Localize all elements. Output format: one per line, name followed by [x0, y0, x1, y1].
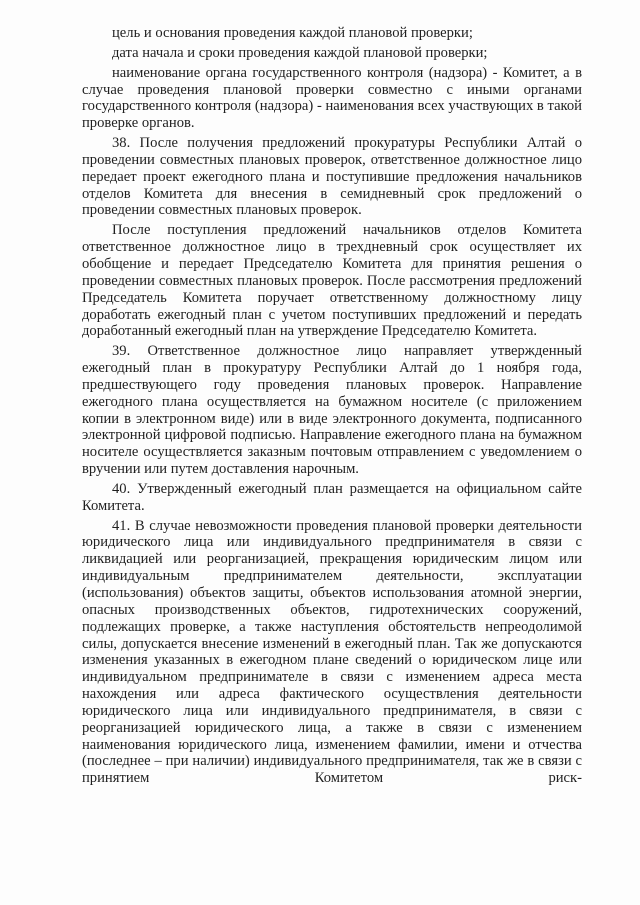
paragraph-41: 41. В случае невозможности проведения плановой проверки деятельности юридического лица или индивидуального предпринимателя в связи с ликвидацией или реорганизацией, прекращения юридическим лицом или индивидуальным предпринимателем деятельности, эксплуатации (использования) объектов защиты, объектов использования атомной энергии, опасных производственных объектов, гидротехнических сооружений, подлежащих проверке, а также наступления обстоятельств непреодолимой силы, допускается внесение изменений в ежегодный план. Так же допускаются изменения указанных в ежегодном плане сведений о юридическом лице или индивидуальном предпринимателе в связи с изменением адреса места нахождения или адреса фактического осуществления деятельности юридического лица или индивидуального предпринимателя, в связи с реорганизацией юридического лица, а также в связи с изменением наименования юридического лица, изменением фамилии, имени и отчества (последнее – при наличии) индивидуального предпринимателя, так же в связи с принятием Комитетом риск- [82, 517, 582, 787]
paragraph-goal: цель и основания проведения каждой плановой проверки; [112, 25, 473, 41]
paragraph-38-continued: После поступления предложений начальников отделов Комитета ответственное должностное лицо в трехдневный срок осуществляет их обобщение и передает Председателю Комитета для принятия решения о проведении совместных плановых проверок. После рассмотрения предложений Председатель Комитета поручает ответственному должностному лицу доработать ежегодный план с учетом поступивших предложений и передать доработанный ежегодный план на утверждение Председателю Комитета. [82, 222, 582, 340]
paragraph-39: 39. Ответственное должностное лицо направляет утвержденный ежегодный план в прокуратуру Республики Алтай до 1 ноября года, предшествующего году проведения плановых проверок. Направление ежегодного плана осуществляется на бумажном носителе (с приложением копии в электронном виде) или в виде электронного документа, подписанного электронной цифровой подписью. Направление ежегодного плана на бумажном носителе осуществляется заказным почтовым отправлением с уведомлением о вручении или путем доставления нарочным. [82, 343, 582, 478]
document-body [82, 25, 582, 790]
paragraph-40: 40. Утвержденный ежегодный план размещается на официальном сайте Комитета. [82, 480, 582, 514]
paragraph-38: 38. После получения предложений прокуратуры Республики Алтай о проведении совместных плановых проверок, ответственное должностное лицо передает проект ежегодного плана и поступившие предложения начальников отделов Комитета для внесения в семидневный срок предложений о проведении совместных плановых проверок. [82, 135, 582, 219]
paragraph-control-body: наименование органа государственного контроля (надзора) - Комитет, а в случае проведения плановой проверки совместно с иными органами государственного контроля (надзора) - наименования всех участвующих в такой проверке органов. [82, 64, 582, 132]
paragraph-start-date: дата начала и сроки проведения каждой плановой проверки; [112, 44, 488, 61]
